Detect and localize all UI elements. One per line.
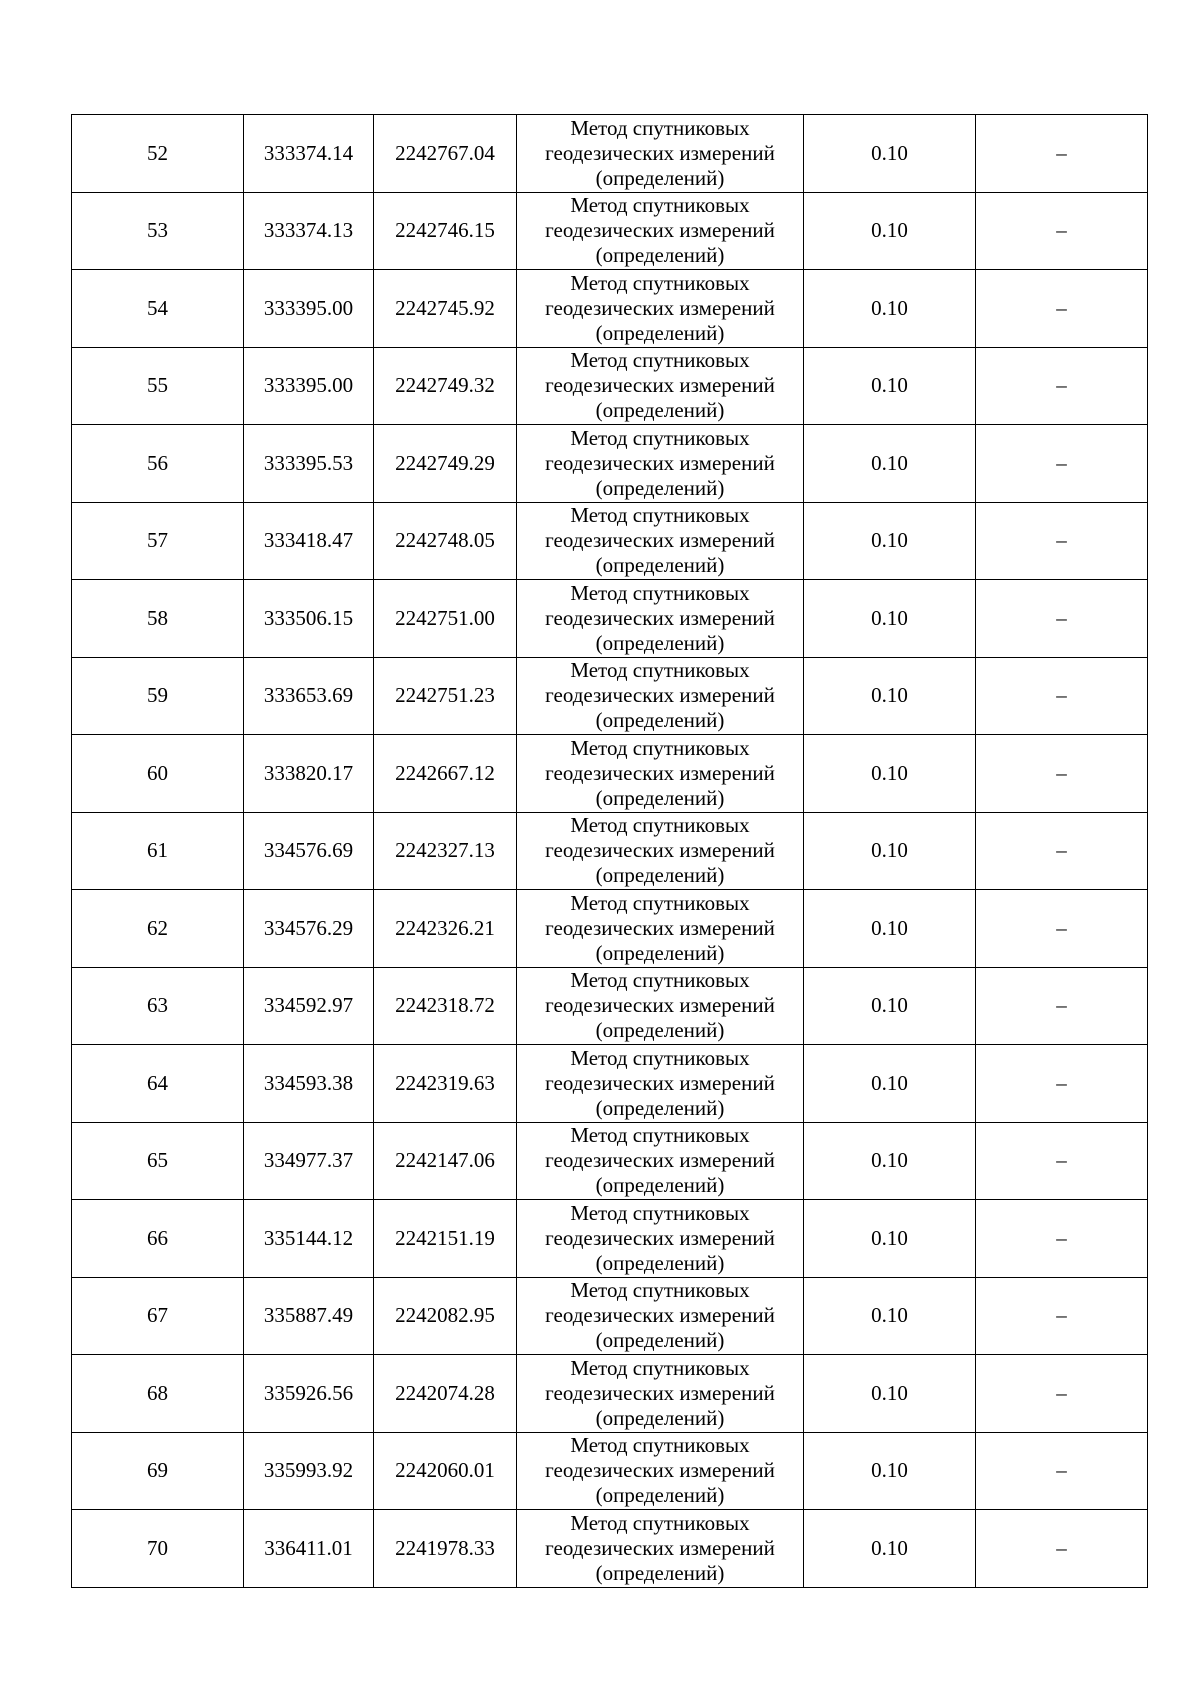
- y-coordinate-cell: 2242082.95: [374, 1277, 517, 1355]
- note-cell: –: [976, 1045, 1148, 1123]
- accuracy-cell: 0.10: [804, 1432, 976, 1510]
- note-cell: –: [976, 1355, 1148, 1433]
- point-number-cell: 62: [72, 890, 244, 968]
- y-coordinate-cell: 2242745.92: [374, 270, 517, 348]
- table-row: [72, 1045, 1148, 1123]
- table-row: [72, 967, 1148, 1045]
- x-coordinate-cell: 336411.01: [244, 1510, 374, 1588]
- point-number-cell: 56: [72, 425, 244, 503]
- method-cell: Метод спутниковых геодезических измерений (определений): [517, 115, 804, 193]
- accuracy-cell: 0.10: [804, 967, 976, 1045]
- method-cell: Метод спутниковых геодезических измерений (определений): [517, 735, 804, 813]
- accuracy-cell: 0.10: [804, 1122, 976, 1200]
- method-cell: Метод спутниковых геодезических измерений (определений): [517, 1045, 804, 1123]
- y-coordinate-cell: 2242326.21: [374, 890, 517, 968]
- x-coordinate-cell: 333374.14: [244, 115, 374, 193]
- x-coordinate-cell: 334592.97: [244, 967, 374, 1045]
- point-number-cell: 59: [72, 657, 244, 735]
- note-cell: –: [976, 1432, 1148, 1510]
- table-row: [72, 1277, 1148, 1355]
- note-cell: –: [976, 192, 1148, 270]
- x-coordinate-cell: 335926.56: [244, 1355, 374, 1433]
- x-coordinate-cell: 333418.47: [244, 502, 374, 580]
- accuracy-cell: 0.10: [804, 502, 976, 580]
- x-coordinate-cell: 333395.53: [244, 425, 374, 503]
- table-row: [72, 192, 1148, 270]
- y-coordinate-cell: 2242060.01: [374, 1432, 517, 1510]
- x-coordinate-cell: 333653.69: [244, 657, 374, 735]
- method-cell: Метод спутниковых геодезических измерений (определений): [517, 502, 804, 580]
- accuracy-cell: 0.10: [804, 115, 976, 193]
- y-coordinate-cell: 2242767.04: [374, 115, 517, 193]
- x-coordinate-cell: 334576.69: [244, 812, 374, 890]
- x-coordinate-cell: 335993.92: [244, 1432, 374, 1510]
- y-coordinate-cell: 2242749.32: [374, 347, 517, 425]
- method-cell: Метод спутниковых геодезических измерений (определений): [517, 967, 804, 1045]
- point-number-cell: 65: [72, 1122, 244, 1200]
- table-row: [72, 270, 1148, 348]
- method-cell: Метод спутниковых геодезических измерений (определений): [517, 1277, 804, 1355]
- y-coordinate-cell: 2242319.63: [374, 1045, 517, 1123]
- point-number-cell: 70: [72, 1510, 244, 1588]
- note-cell: –: [976, 735, 1148, 813]
- y-coordinate-cell: 2242147.06: [374, 1122, 517, 1200]
- accuracy-cell: 0.10: [804, 1277, 976, 1355]
- x-coordinate-cell: 333820.17: [244, 735, 374, 813]
- accuracy-cell: 0.10: [804, 1045, 976, 1123]
- y-coordinate-cell: 2242749.29: [374, 425, 517, 503]
- point-number-cell: 61: [72, 812, 244, 890]
- method-cell: Метод спутниковых геодезических измерений (определений): [517, 1355, 804, 1433]
- method-cell: Метод спутниковых геодезических измерений (определений): [517, 580, 804, 658]
- table-row: [72, 735, 1148, 813]
- note-cell: –: [976, 812, 1148, 890]
- table-row: [72, 1355, 1148, 1433]
- note-cell: –: [976, 1122, 1148, 1200]
- table-row: [72, 115, 1148, 193]
- table-row: [72, 657, 1148, 735]
- x-coordinate-cell: 334593.38: [244, 1045, 374, 1123]
- x-coordinate-cell: 335887.49: [244, 1277, 374, 1355]
- method-cell: Метод спутниковых геодезических измерений (определений): [517, 1122, 804, 1200]
- point-number-cell: 63: [72, 967, 244, 1045]
- note-cell: –: [976, 115, 1148, 193]
- point-number-cell: 53: [72, 192, 244, 270]
- method-cell: Метод спутниковых геодезических измерений (определений): [517, 890, 804, 968]
- x-coordinate-cell: 333395.00: [244, 270, 374, 348]
- note-cell: –: [976, 890, 1148, 968]
- note-cell: –: [976, 502, 1148, 580]
- method-cell: Метод спутниковых геодезических измерений (определений): [517, 192, 804, 270]
- method-cell: Метод спутниковых геодезических измерений (определений): [517, 1510, 804, 1588]
- accuracy-cell: 0.10: [804, 1355, 976, 1433]
- note-cell: –: [976, 1277, 1148, 1355]
- table-row: [72, 347, 1148, 425]
- x-coordinate-cell: 334576.29: [244, 890, 374, 968]
- method-cell: Метод спутниковых геодезических измерений (определений): [517, 347, 804, 425]
- point-number-cell: 68: [72, 1355, 244, 1433]
- accuracy-cell: 0.10: [804, 735, 976, 813]
- table-row: [72, 1122, 1148, 1200]
- note-cell: –: [976, 657, 1148, 735]
- note-cell: –: [976, 1510, 1148, 1588]
- y-coordinate-cell: 2242751.00: [374, 580, 517, 658]
- y-coordinate-cell: 2242074.28: [374, 1355, 517, 1433]
- table-row: [72, 1432, 1148, 1510]
- accuracy-cell: 0.10: [804, 270, 976, 348]
- accuracy-cell: 0.10: [804, 347, 976, 425]
- note-cell: –: [976, 580, 1148, 658]
- point-number-cell: 64: [72, 1045, 244, 1123]
- method-cell: Метод спутниковых геодезических измерений (определений): [517, 812, 804, 890]
- table-row: [72, 1200, 1148, 1278]
- accuracy-cell: 0.10: [804, 580, 976, 658]
- table-row: [72, 1510, 1148, 1588]
- point-number-cell: 54: [72, 270, 244, 348]
- y-coordinate-cell: 2242746.15: [374, 192, 517, 270]
- method-cell: Метод спутниковых геодезических измерений (определений): [517, 1432, 804, 1510]
- table-row: [72, 580, 1148, 658]
- accuracy-cell: 0.10: [804, 657, 976, 735]
- coordinates-table: [71, 114, 1148, 1588]
- y-coordinate-cell: 2242327.13: [374, 812, 517, 890]
- y-coordinate-cell: 2242151.19: [374, 1200, 517, 1278]
- x-coordinate-cell: 335144.12: [244, 1200, 374, 1278]
- point-number-cell: 69: [72, 1432, 244, 1510]
- method-cell: Метод спутниковых геодезических измерений (определений): [517, 270, 804, 348]
- point-number-cell: 57: [72, 502, 244, 580]
- table-row: [72, 425, 1148, 503]
- point-number-cell: 58: [72, 580, 244, 658]
- note-cell: –: [976, 1200, 1148, 1278]
- y-coordinate-cell: 2242748.05: [374, 502, 517, 580]
- point-number-cell: 52: [72, 115, 244, 193]
- method-cell: Метод спутниковых геодезических измерений (определений): [517, 1200, 804, 1278]
- point-number-cell: 67: [72, 1277, 244, 1355]
- y-coordinate-cell: 2242667.12: [374, 735, 517, 813]
- note-cell: –: [976, 425, 1148, 503]
- table-row: [72, 812, 1148, 890]
- table-row: [72, 890, 1148, 968]
- accuracy-cell: 0.10: [804, 1200, 976, 1278]
- note-cell: –: [976, 270, 1148, 348]
- table-row: [72, 502, 1148, 580]
- accuracy-cell: 0.10: [804, 1510, 976, 1588]
- x-coordinate-cell: 333506.15: [244, 580, 374, 658]
- note-cell: –: [976, 347, 1148, 425]
- coordinates-table-body: [72, 115, 1148, 1588]
- point-number-cell: 55: [72, 347, 244, 425]
- point-number-cell: 66: [72, 1200, 244, 1278]
- note-cell: –: [976, 967, 1148, 1045]
- point-number-cell: 60: [72, 735, 244, 813]
- accuracy-cell: 0.10: [804, 425, 976, 503]
- x-coordinate-cell: 334977.37: [244, 1122, 374, 1200]
- x-coordinate-cell: 333395.00: [244, 347, 374, 425]
- x-coordinate-cell: 333374.13: [244, 192, 374, 270]
- method-cell: Метод спутниковых геодезических измерений (определений): [517, 657, 804, 735]
- accuracy-cell: 0.10: [804, 890, 976, 968]
- accuracy-cell: 0.10: [804, 192, 976, 270]
- method-cell: Метод спутниковых геодезических измерений (определений): [517, 425, 804, 503]
- accuracy-cell: 0.10: [804, 812, 976, 890]
- y-coordinate-cell: 2242318.72: [374, 967, 517, 1045]
- y-coordinate-cell: 2241978.33: [374, 1510, 517, 1588]
- y-coordinate-cell: 2242751.23: [374, 657, 517, 735]
